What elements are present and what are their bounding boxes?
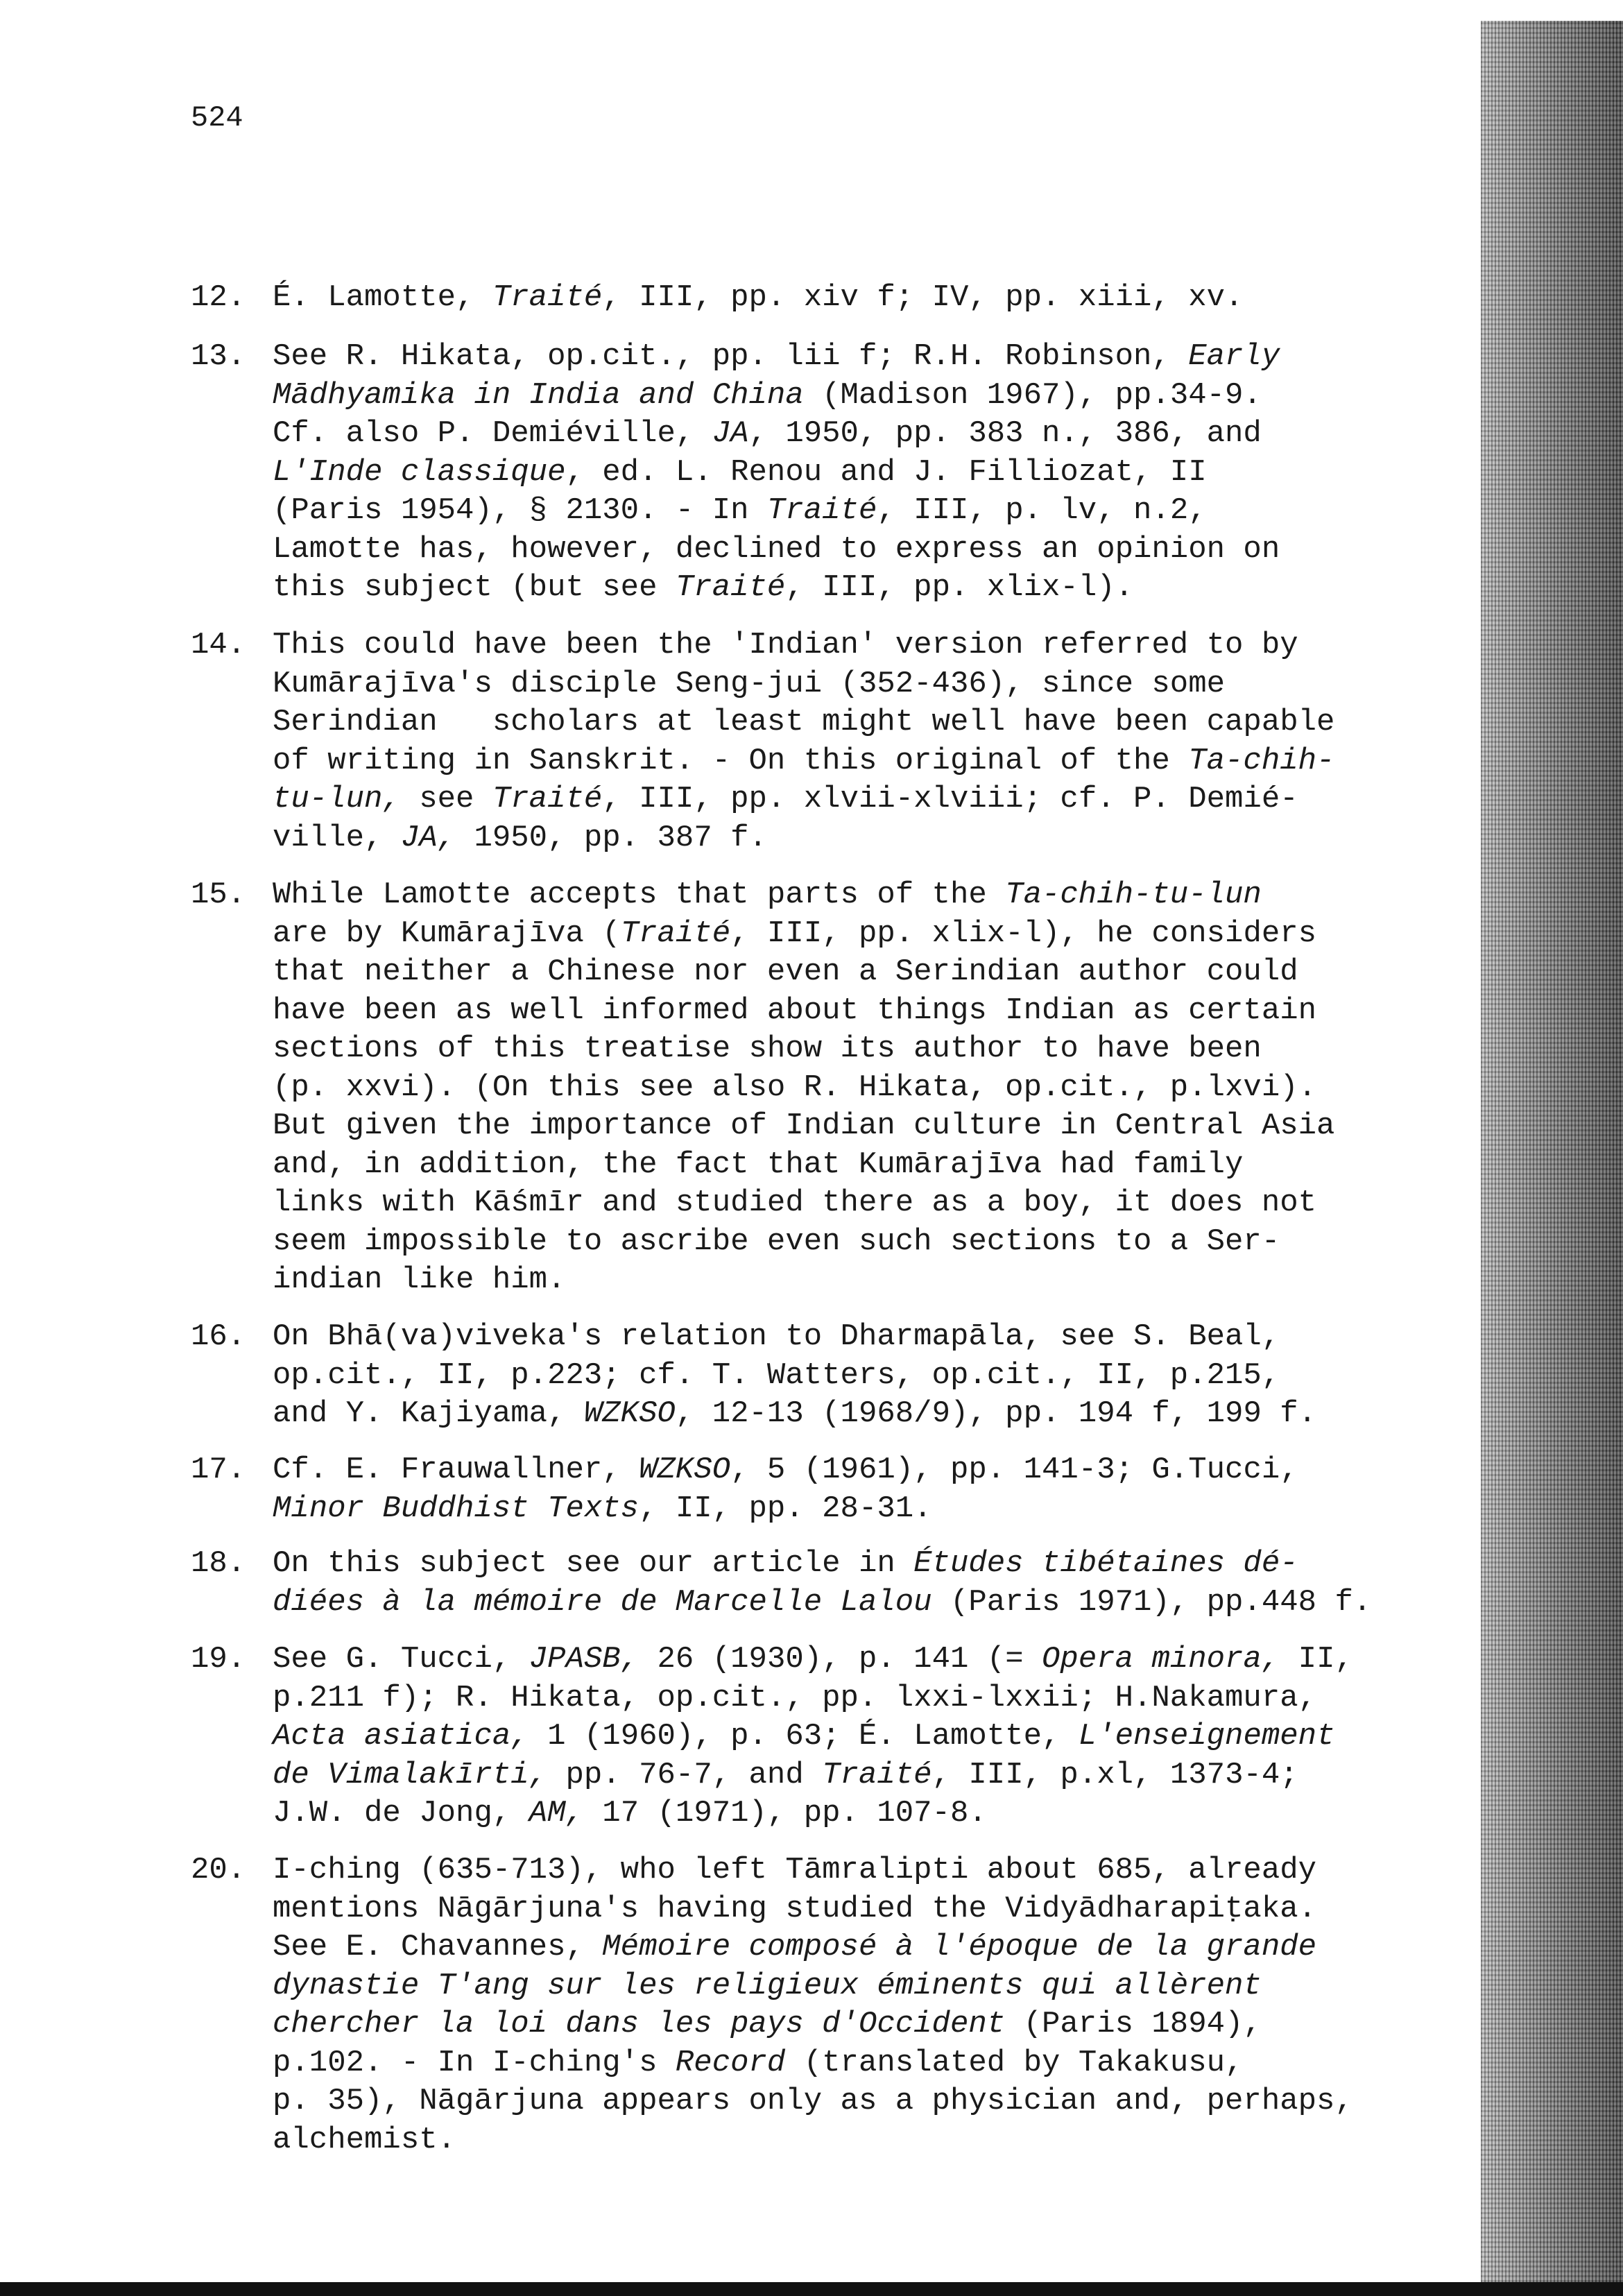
footnote-body (273, 1640, 1481, 1833)
footnote-line (273, 626, 1481, 665)
text-segment: 1 (1960), p. 63; É. Lamotte, (529, 1719, 1079, 1754)
footnote-body (273, 1451, 1481, 1528)
footnote-body (273, 279, 1481, 318)
footnote-number: 15. (191, 877, 246, 912)
footnote-line (273, 665, 1481, 704)
footnote-line (273, 1357, 1481, 1396)
footnote-number: 18. (191, 1546, 246, 1581)
footnote-line (273, 2121, 1481, 2160)
italic-text: tu-lun, (273, 782, 401, 816)
footnote-number: 14. (191, 628, 246, 662)
italic-text: Opera minora, (1042, 1642, 1280, 1677)
footnote-15 (191, 876, 1481, 1300)
text-segment: Cf. E. Frauwallner, (273, 1453, 639, 1487)
footnote-20 (191, 1851, 1481, 2159)
footnote-line (273, 915, 1481, 954)
footnote-17 (191, 1451, 1481, 1528)
text-segment: of writing in Sanskrit. - On this original of the (273, 743, 1189, 778)
footnote-line (273, 1851, 1481, 1890)
text-segment: J.W. de Jong, (273, 1796, 529, 1831)
bottom-edge-rule (0, 2282, 1623, 2296)
italic-text: AM, (529, 1796, 584, 1831)
text-segment: É. Lamotte, (273, 280, 492, 315)
footnote-line (273, 1223, 1481, 1262)
footnote-line (273, 1794, 1481, 1833)
footnote-number: 16. (191, 1319, 246, 1354)
italic-text: de Vimalakīrti, (273, 1757, 548, 1792)
footnote-line (273, 1261, 1481, 1300)
footnote-line (273, 992, 1481, 1031)
text-segment: 26 (1930), p. 141 (= (639, 1642, 1042, 1677)
footnote-12 (191, 279, 1481, 318)
footnote-line (273, 531, 1481, 569)
text-segment: ville, (273, 820, 401, 855)
italic-text: L'enseignement (1078, 1719, 1335, 1754)
text-segment: sections of this treatise show its author to have been (273, 1031, 1262, 1066)
text-segment: II, (1280, 1642, 1353, 1677)
footnote-line (273, 1756, 1481, 1795)
footnote-18 (191, 1545, 1481, 1622)
text-segment: , III, pp. xlix-l). (785, 570, 1134, 605)
footnote-line (273, 2082, 1481, 2121)
footnote-line (273, 2044, 1481, 2083)
italic-text: Traité (620, 916, 731, 951)
italic-text: JA (712, 416, 749, 451)
text-segment: , III, pp. xiv f; IV, pp. xiii, xv. (602, 280, 1244, 315)
footnote-line (273, 569, 1481, 608)
footnote-line (273, 1395, 1481, 1434)
footnote-body (273, 1318, 1481, 1434)
text-segment: On Bhā(va)viveka's relation to Dharmapāla, see S. Beal, (273, 1319, 1280, 1354)
footnote-line (273, 377, 1481, 415)
text-segment: See G. Tucci, (273, 1642, 529, 1677)
text-segment: links with Kāśmīr and studied there as a boy, it does not (273, 1185, 1317, 1220)
text-segment: Kumārajīva's disciple Seng-jui (352-436), since some (273, 666, 1226, 701)
scan-shadow-edge (1481, 21, 1623, 2282)
text-segment: this subject (but see (273, 570, 676, 605)
text-segment: On this subject see our article in (273, 1546, 914, 1581)
footnote-number: 12. (191, 280, 246, 315)
text-segment: See R. Hikata, op.cit., pp. lii f; R.H. Robinson, (273, 339, 1189, 374)
footnote-line (273, 1545, 1481, 1584)
footnote-line (273, 338, 1481, 377)
italic-text: Traité (766, 493, 877, 528)
footnote-line (273, 1318, 1481, 1357)
footnote-line (273, 454, 1481, 492)
text-segment: , III, p.xl, 1373-4; (931, 1757, 1298, 1792)
footnote-line (273, 1451, 1481, 1490)
text-segment: (Paris 1954), § 2130. - In (273, 493, 767, 528)
text-segment: mentions Nāgārjuna's having studied the Vidyādharapiṭaka. (273, 1891, 1317, 1926)
text-segment: Lamotte has, however, declined to express an opinion on (273, 531, 1280, 567)
text-segment: (p. xxvi). (On this see also R. Hikata, op.cit., p.lxvi). (273, 1070, 1317, 1105)
italic-text: Acta asiatica, (273, 1719, 529, 1754)
footnote-line (273, 780, 1481, 819)
italic-text: WZKSO (583, 1396, 676, 1431)
footnote-body (273, 338, 1481, 608)
text-segment: , III, p. lv, n.2, (877, 493, 1207, 528)
footnote-line (273, 2005, 1481, 2044)
footnote-number: 13. (191, 339, 246, 374)
text-segment: 1950, pp. 387 f. (456, 820, 767, 855)
text-segment: and, in addition, the fact that Kumārajīva had family (273, 1147, 1244, 1182)
footnote-line (273, 415, 1481, 454)
text-segment: op.cit., II, p.223; cf. T. Watters, op.cit., II, p.215, (273, 1357, 1280, 1393)
footnote-line (273, 1890, 1481, 1929)
footnote-line (273, 876, 1481, 915)
italic-text: Minor Buddhist Texts (273, 1491, 639, 1526)
footnote-line (273, 819, 1481, 858)
text-segment: (Paris 1894), (1005, 2007, 1262, 2041)
italic-text: Traité (492, 782, 603, 816)
footnote-line (273, 1030, 1481, 1069)
italic-text: dynastie T'ang sur les religieux éminents qui allèrent (273, 1968, 1262, 2003)
footnote-line (273, 703, 1481, 742)
text-segment: , III, pp. xlix-l), he considers (730, 916, 1317, 951)
italic-text: Ta-chih- (1188, 743, 1335, 778)
text-segment: Cf. also P. Demiéville, (273, 416, 712, 451)
footnote-14 (191, 626, 1481, 857)
footnote-line (273, 1584, 1481, 1622)
text-segment: (Madison 1967), pp.34-9. (803, 377, 1262, 413)
text-segment: pp. 76-7, and (547, 1757, 823, 1792)
footnote-line (273, 1928, 1481, 1967)
text-segment: seem impossible to ascribe even such sections to a Ser- (273, 1224, 1280, 1259)
footnote-16 (191, 1318, 1481, 1434)
text-segment: Serindian scholars at least might well have been capable (273, 705, 1335, 739)
footnote-line (273, 742, 1481, 781)
text-segment: , 1950, pp. 383 n., 386, and (748, 416, 1262, 451)
footnote-body (273, 1545, 1481, 1622)
text-segment: , 12-13 (1968/9), pp. 194 f, 199 f. (675, 1396, 1317, 1431)
text-segment: p.102. - In I-ching's (273, 2045, 676, 2080)
text-segment: have been as well informed about things Indian as certain (273, 993, 1317, 1028)
text-segment: 17 (1971), pp. 107-8. (583, 1796, 987, 1831)
text-segment: , II, pp. 28-31. (639, 1491, 932, 1526)
footnote-line (273, 1107, 1481, 1146)
italic-text: JA, (400, 820, 456, 855)
text-segment: While Lamotte accepts that parts of the (273, 877, 1006, 912)
footnote-line (273, 953, 1481, 992)
text-segment: indian like him. (273, 1262, 566, 1297)
text-segment: , III, pp. xlvii-xlviii; cf. P. Demié- (602, 782, 1298, 816)
footnote-19 (191, 1640, 1481, 1833)
text-segment: p.211 f); R. Hikata, op.cit., pp. lxxi-lxxii; H.Nakamura, (273, 1680, 1317, 1715)
footnote-number: 19. (191, 1642, 246, 1677)
footnote-body (273, 1851, 1481, 2159)
footnote-number: 20. (191, 1853, 246, 1887)
footnote-line (273, 1184, 1481, 1223)
page-number: 524 (191, 101, 243, 135)
italic-text: Early (1188, 339, 1280, 374)
footnote-line (273, 1717, 1481, 1756)
italic-text: JPASB, (529, 1642, 639, 1677)
italic-text: Études tibétaines dé- (913, 1546, 1298, 1581)
text-segment: see (400, 782, 492, 816)
italic-text: Traité (822, 1757, 932, 1792)
footnote-line (273, 1967, 1481, 2006)
text-segment: and Y. Kajiyama, (273, 1396, 584, 1431)
footnote-line (273, 1069, 1481, 1108)
text-segment: alchemist. (273, 2122, 456, 2157)
footnote-line (273, 1146, 1481, 1185)
italic-text: chercher la loi dans les pays d'Occident (273, 2007, 1006, 2041)
text-segment: , ed. L. Renou and J. Filliozat, II (565, 454, 1207, 490)
footnote-line (273, 492, 1481, 531)
italic-text: L'Inde classique (273, 454, 566, 490)
footnote-line (273, 1490, 1481, 1529)
footnote-number: 17. (191, 1453, 246, 1487)
italic-text: diées à la mémoire de Marcelle Lalou (273, 1584, 932, 1620)
text-segment: , 5 (1961), pp. 141-3; G.Tucci, (730, 1453, 1298, 1487)
italic-text: Mādhyamika in India and China (273, 377, 804, 413)
footnote-line (273, 279, 1481, 318)
text-segment: (Paris 1971), pp.448 f. (931, 1584, 1372, 1620)
text-segment: I-ching (635-713), who left Tāmralipti about 685, already (273, 1853, 1317, 1887)
text-segment: that neither a Chinese nor even a Serindian author could (273, 954, 1298, 989)
text-segment: But given the importance of Indian culture in Central Asia (273, 1108, 1335, 1143)
footnote-body (273, 876, 1481, 1300)
footnote-body (273, 626, 1481, 857)
text-segment: This could have been the 'Indian' version referred to by (273, 628, 1298, 662)
footnote-line (273, 1679, 1481, 1718)
italic-text: Record (675, 2045, 786, 2080)
italic-text: Traité (492, 280, 603, 315)
text-segment: p. 35), Nāgārjuna appears only as a physician and, perhaps, (273, 2084, 1353, 2118)
italic-text: Mémoire composé à l'époque de la grande (602, 1930, 1317, 1964)
text-segment: are by Kumārajīva ( (273, 916, 621, 951)
italic-text: WZKSO (639, 1453, 731, 1487)
text-segment: See E. Chavannes, (273, 1930, 603, 1964)
italic-text: Traité (675, 570, 786, 605)
footnote-line (273, 1640, 1481, 1679)
italic-text: Ta-chih-tu-lun (1005, 877, 1262, 912)
footnote-13 (191, 338, 1481, 608)
text-segment: (translated by Takakusu, (785, 2045, 1244, 2080)
